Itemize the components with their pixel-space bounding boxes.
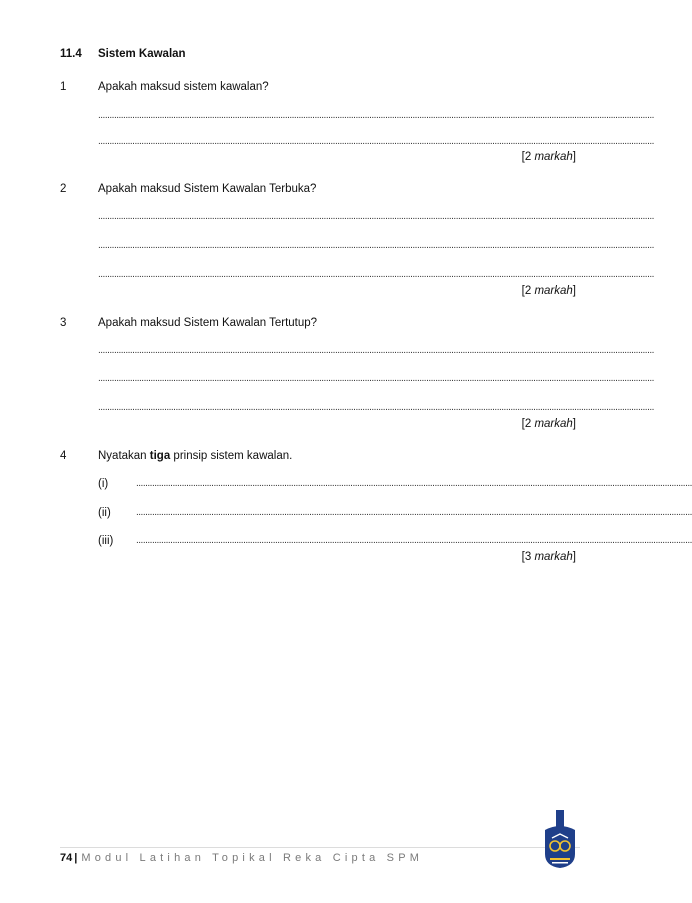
item-label-iii: (iii): [98, 535, 114, 547]
question-4-number: 4: [60, 450, 67, 462]
answer-line: ....................................................................................................................................................................................................................................................: [98, 402, 654, 413]
marks-label-2: [2 markah]: [521, 285, 576, 297]
page-footer: [60, 852, 423, 864]
question-3-number: 3: [60, 317, 67, 329]
section-title: Sistem Kawalan: [98, 48, 186, 60]
footer-separator: |: [74, 852, 78, 864]
answer-line: ....................................................................................................................................................................................................................................................: [98, 240, 654, 251]
school-crest-logo-icon: [542, 808, 578, 870]
item-label-i: (i): [98, 478, 109, 490]
answer-line: ....................................................................................................................................................................................................................................................: [98, 269, 654, 280]
answer-line: ....................................................................................................................................................................................................................................................: [136, 535, 692, 546]
answer-line: ....................................................................................................................................................................................................................................................: [98, 345, 654, 356]
page-number: 74: [60, 852, 73, 864]
item-label-ii: (ii): [98, 507, 111, 519]
answer-line: ....................................................................................................................................................................................................................................................: [98, 136, 654, 147]
question-1-number: 1: [60, 81, 67, 93]
question-2-number: 2: [60, 183, 67, 195]
answer-line: ....................................................................................................................................................................................................................................................: [136, 478, 692, 489]
footer-title: Modul Latihan Topikal Reka Cipta SPM: [81, 852, 424, 864]
marks-label-3: [2 markah]: [521, 418, 576, 430]
answer-line: ....................................................................................................................................................................................................................................................: [98, 373, 654, 384]
section-number: 11.4: [60, 48, 82, 60]
marks-label-1: [2 markah]: [521, 151, 576, 163]
question-1-text: Apakah maksud sistem kawalan?: [98, 81, 269, 93]
answer-line: ....................................................................................................................................................................................................................................................: [98, 211, 654, 222]
footer-divider: [60, 847, 580, 848]
question-3-text: Apakah maksud Sistem Kawalan Tertutup?: [98, 317, 318, 329]
answer-line: ....................................................................................................................................................................................................................................................: [98, 110, 654, 121]
question-4-text: Nyatakan tiga prinsip sistem kawalan.: [98, 450, 293, 462]
marks-label-4: [3 markah]: [521, 551, 576, 563]
answer-line: ....................................................................................................................................................................................................................................................: [136, 507, 692, 518]
question-2-text: Apakah maksud Sistem Kawalan Terbuka?: [98, 183, 317, 195]
